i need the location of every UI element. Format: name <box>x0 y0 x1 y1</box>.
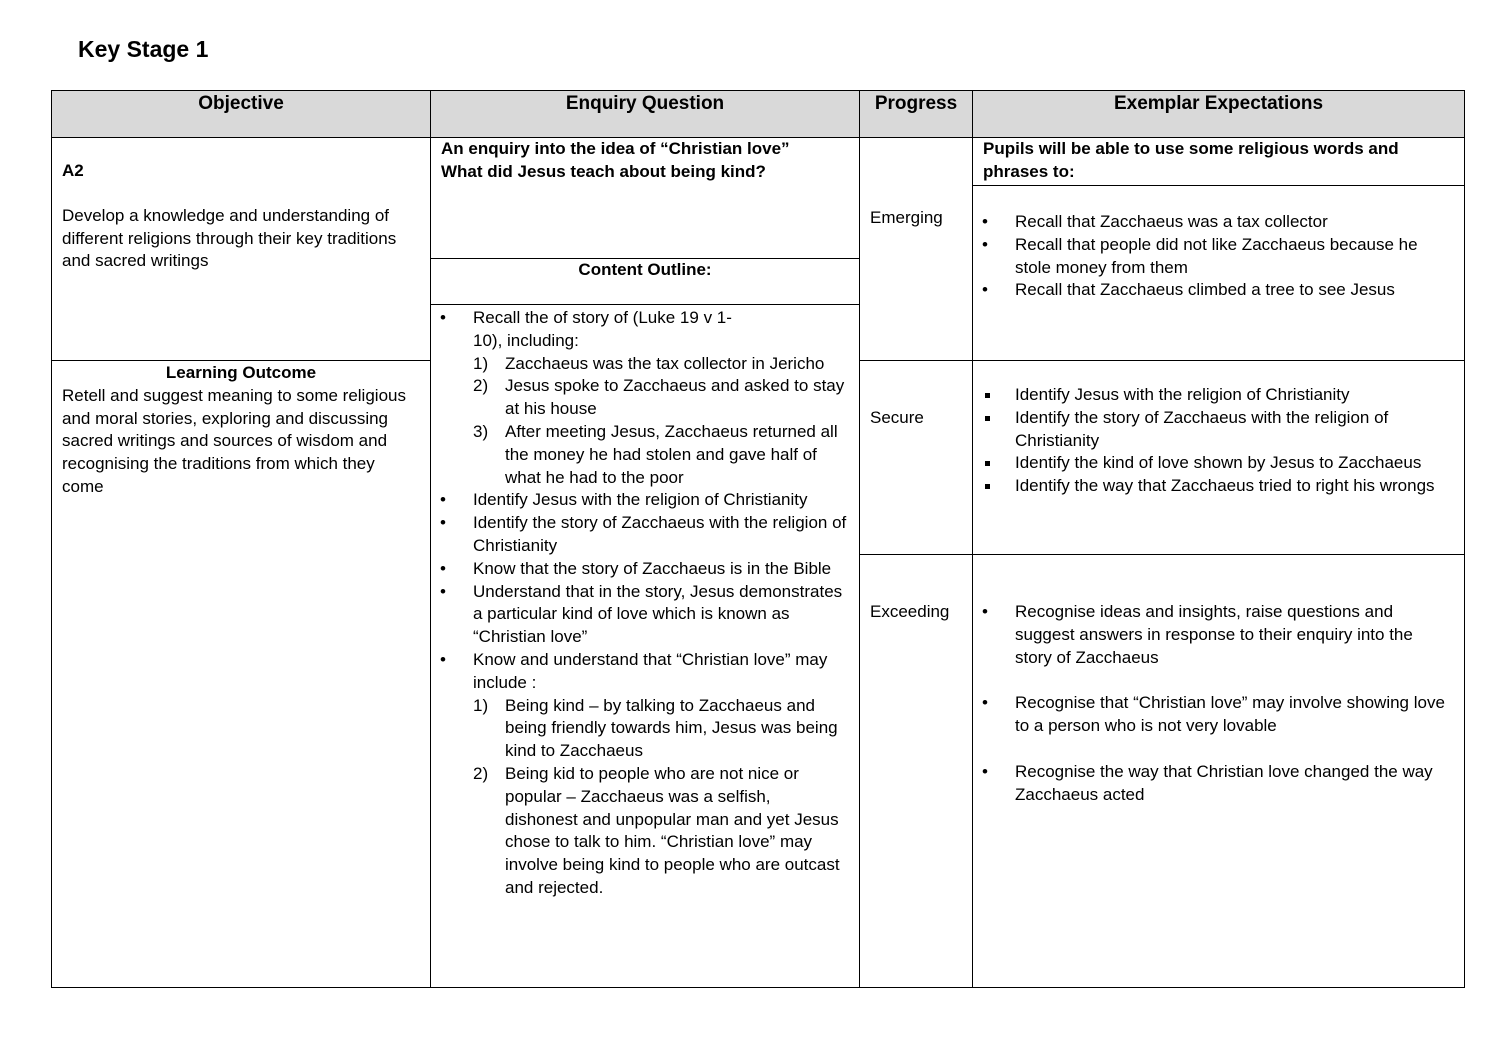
outline-subitem <box>473 763 847 900</box>
outline-subitem-text: Jesus spoke to Zacchaeus and asked to stay at his house <box>505 376 845 419</box>
exemplar-item: Identify the way that Zacchaeus tried to right his wrongs <box>973 475 1452 498</box>
exemplar-exceeding-list <box>973 601 1452 807</box>
outline-subitem <box>473 353 847 376</box>
progress-emerging-label: Emerging <box>870 208 943 227</box>
outline-item-text: Understand that in the story, Jesus demonstrates a particular kind of love which is known as “Christian love” <box>473 581 843 647</box>
outline-subitem <box>473 695 847 763</box>
header-exemplar <box>972 90 1465 138</box>
outline-item <box>431 489 847 512</box>
outline-item <box>431 581 847 649</box>
outline-sublist <box>473 353 847 490</box>
learning-outcome-cell <box>51 360 431 988</box>
outline-item <box>431 558 847 581</box>
enquiry-line-2: What did Jesus teach about being kind? <box>441 161 766 181</box>
outline-subitem-number: 1) <box>473 695 489 715</box>
outline-item-text: • Recall the of story of (Luke 19 v 1-10), including: <box>473 308 732 350</box>
header-exemplar-label: Exemplar Expectations <box>1113 93 1324 114</box>
learning-outcome-text: Retell and suggest meaning to some religious and moral stories, exploring and discussing sacred writings and sources of wisdom and recognising the traditions from which they come <box>62 385 406 496</box>
objective-code: A2 <box>62 161 84 180</box>
outline-item <box>431 512 847 558</box>
exemplar-intro: Pupils will be able to use some religious words and phrases to: <box>983 139 1399 181</box>
progress-secure-cell <box>859 360 973 555</box>
outline-item <box>431 649 847 900</box>
progress-exceeding-label: Exceeding <box>870 602 950 621</box>
exemplar-emerging-cell <box>972 185 1465 361</box>
header-progress <box>859 90 973 138</box>
outline-subitem <box>473 421 847 489</box>
exemplar-secure-list <box>973 384 1452 498</box>
content-outline-heading-cell <box>430 258 860 305</box>
content-outline-cell <box>430 304 860 988</box>
exemplar-item: Identify the story of Zacchaeus with the religion of Christianity <box>973 407 1452 453</box>
outline-item-text: Identify Jesus with the religion of Christianity <box>473 490 808 510</box>
outline-item-text: Know that the story of Zacchaeus is in the Bible <box>473 558 832 578</box>
exemplar-exceeding-cell <box>972 554 1465 988</box>
header-objective-label: Objective <box>198 93 284 114</box>
progress-secure-label: Secure <box>870 408 924 427</box>
header-progress-label: Progress <box>874 93 958 114</box>
header-enquiry-label: Enquiry Question <box>565 93 725 114</box>
outline-item-text: Identify the story of Zacchaeus with the religion of Christianity <box>473 513 847 555</box>
outline-subitem <box>473 375 847 421</box>
outline-subitem-text: Being kind – by talking to Zacchaeus and being friendly towards him, Jesus was being kind to Zacchaeus <box>505 695 838 761</box>
exemplar-item: Identify the kind of love shown by Jesus to Zacchaeus <box>973 452 1452 475</box>
content-outline-heading: Content Outline: <box>578 260 712 279</box>
outline-subitem-text: After meeting Jesus, Zacchaeus returned all the money he had stolen and gave half of what he had to the poor <box>505 421 838 487</box>
outline-subitem-number: 1) <box>473 353 489 373</box>
outline-subitem-number: 2) <box>473 763 489 783</box>
header-enquiry <box>430 90 860 138</box>
exemplar-item: • Recall that Zacchaeus was a tax collector <box>973 211 1452 234</box>
outline-sublist <box>473 695 847 900</box>
progress-emerging-cell <box>859 137 973 361</box>
header-objective <box>51 90 431 138</box>
enquiry-line-1: An enquiry into the idea of “Christian love” <box>441 139 790 158</box>
enquiry-question-cell <box>430 137 860 259</box>
exemplar-intro-cell <box>972 137 1465 186</box>
exemplar-item: • Recall that people did not like Zacchaeus because he stole money from them <box>973 234 1452 280</box>
exemplar-item: • Recognise ideas and insights, raise questions and suggest answers in response to their enquiry into the story of Zacchaeus <box>973 601 1452 669</box>
exemplar-item: • Recognise that “Christian love” may involve showing love to a person who is not very lovable <box>973 692 1452 738</box>
learning-outcome-heading: Learning Outcome <box>165 363 317 382</box>
exemplar-secure-cell <box>972 360 1465 555</box>
content-outline-list <box>431 307 847 900</box>
exemplar-item: • Recall that Zacchaeus climbed a tree to see Jesus <box>973 279 1452 302</box>
outline-subitem-text: Zacchaeus was the tax collector in Jericho <box>505 353 825 373</box>
page-title: Key Stage 1 <box>78 36 209 62</box>
outline-subitem-number: 3) <box>473 421 489 441</box>
exemplar-emerging-list <box>973 211 1452 302</box>
outline-item <box>431 307 847 489</box>
key-stage-table <box>51 90 1465 988</box>
exemplar-item: Identify Jesus with the religion of Christianity <box>973 384 1452 407</box>
outline-item-text: • Know and understand that “Christian love” may include : <box>473 649 828 692</box>
objective-text: Develop a knowledge and understanding of different religions through their key traditions and sacred writings <box>62 205 397 271</box>
outline-subitem-text: Being kid to people who are not nice or popular – Zacchaeus was a selfish, dishonest and unpopular man and yet Jesus chose to talk to him. “Christian love” may involve being kind to people who are outcast and rejected. <box>505 763 840 897</box>
outline-subitem-number: 2) <box>473 376 489 396</box>
exemplar-item: • Recognise the way that Christian love changed the way Zacchaeus acted <box>973 761 1452 807</box>
progress-exceeding-cell <box>859 554 973 988</box>
objective-cell <box>51 137 431 361</box>
